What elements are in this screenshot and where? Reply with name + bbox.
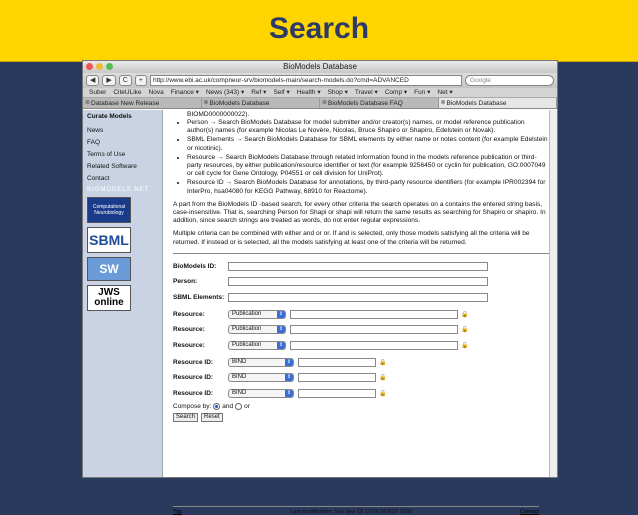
slide-title-bar	[0, 0, 638, 62]
person-row	[173, 276, 549, 287]
help-intro-tail: BIOMD0000000022).	[187, 111, 250, 118]
tab-label: BioModels Database	[446, 100, 507, 107]
jws-logo-line1: JWS	[98, 287, 120, 298]
top-link[interactable]: Top	[173, 509, 182, 515]
sidebar-item-related-software[interactable]: Related Software	[87, 163, 137, 170]
resource-field[interactable]	[290, 310, 458, 319]
resource-select-value: Publication	[232, 326, 262, 333]
resource-label: Resource:	[173, 326, 205, 334]
address-bar[interactable]: http://www.ebi.ac.uk/compneur-srv/biomodels-main/search-models.do?cmd=ADVANCED	[150, 75, 462, 86]
lock-icon: 🔒	[379, 375, 387, 382]
browser-window	[82, 60, 558, 515]
sbml-elements-label: SBML Elements:	[173, 293, 225, 301]
lock-icon: 🔒	[379, 390, 387, 397]
sidebar-item-curate-models[interactable]: Curate Models	[87, 113, 132, 120]
resource-id-label: Resource ID:	[173, 389, 214, 397]
resource-id-field[interactable]	[298, 373, 376, 382]
back-button[interactable]: ◀	[86, 75, 99, 86]
jws-logo-line2: online	[94, 297, 124, 308]
page-content	[83, 110, 557, 515]
chevron-down-icon: ⇕	[278, 326, 284, 333]
tab-biomodels-database[interactable]	[202, 98, 321, 108]
chevron-down-icon: ⇕	[286, 389, 292, 396]
resource-id-row	[173, 372, 549, 383]
resource-id-row	[173, 388, 549, 399]
sidebar	[83, 110, 163, 477]
resource-id-select-value: BIND	[232, 389, 247, 396]
sidebar-item-news[interactable]: News	[87, 127, 104, 134]
resource-field[interactable]	[290, 325, 458, 334]
resource-row	[173, 340, 549, 351]
sbml-elements-row	[173, 292, 549, 303]
bookmark-item[interactable]: CiteULike	[113, 89, 142, 96]
lock-icon: 🔒	[379, 359, 387, 366]
sidebar-item-faq[interactable]: FAQ	[87, 139, 101, 146]
browser-toolbar	[83, 73, 557, 88]
help-item-resource-id: • Resource ID → Search BioModels Database for annotations, by third-party resource identifiers (for example IPR002394 for InterPro, hsa04080 for KEGG Pathway, 68910 for Reactome).	[187, 179, 549, 195]
window-title: BioModels Database	[283, 62, 357, 71]
close-tab-icon[interactable]: ⊗	[440, 100, 446, 106]
and-label: and	[222, 403, 234, 411]
resource-id-label: Resource ID:	[173, 374, 214, 382]
bookmark-item[interactable]: Fun ▾	[414, 89, 431, 96]
help-item-resource: • Resource → Search BioModels Database through related information found in the models reference publication or third-party resources, by either publication/resource identifier or text (for example 9256450 or cyclin for publication, GO:0007049 or cell cycle for Gene Ontology, P04551 or cell division for UniProt).	[187, 154, 549, 179]
sbml-logo[interactable]: SBML	[87, 227, 131, 253]
bookmark-item[interactable]: Shop ▾	[327, 89, 348, 96]
resource-id-field[interactable]	[298, 389, 376, 398]
sidebar-item-contact[interactable]: Contact	[87, 175, 110, 182]
bookmark-item[interactable]: Travel ▾	[354, 89, 378, 96]
chevron-down-icon: ⇕	[286, 358, 292, 365]
resource-select[interactable]	[228, 341, 286, 350]
bookmark-item[interactable]: Ref ▾	[251, 89, 267, 96]
resource-select-value: Publication	[232, 341, 262, 348]
compose-row	[173, 403, 549, 410]
or-radio[interactable]	[235, 403, 242, 410]
resource-id-label: Resource ID:	[173, 358, 214, 366]
bookmarks-bar	[83, 88, 557, 98]
resource-id-select[interactable]	[228, 358, 294, 367]
main-panel	[163, 110, 557, 515]
bookmark-item[interactable]: Suber	[89, 89, 107, 96]
bookmark-item[interactable]: Net ▾	[437, 89, 453, 96]
help-list	[173, 119, 549, 196]
search-button[interactable]: Search	[173, 413, 198, 422]
add-bookmark-button[interactable]: +	[135, 75, 147, 86]
tab-biomodels-database-active[interactable]	[439, 98, 558, 108]
resource-id-select[interactable]	[228, 373, 294, 382]
zoom-window-icon[interactable]	[106, 63, 113, 70]
resource-id-field[interactable]	[298, 358, 376, 367]
close-window-icon[interactable]	[86, 63, 93, 70]
resource-field[interactable]	[290, 341, 458, 350]
help-paragraph-combine: Multiple criteria can be combined with either and or or. If and is selected, only those models satisfying all the criteria will be returned. If instead or is selected, all the models satisfying at least one of the criteria will be returned.	[173, 230, 530, 246]
resource-row	[173, 309, 549, 320]
biomodels-id-field[interactable]	[228, 262, 488, 271]
tab-label: Database New Release	[91, 100, 160, 107]
close-tab-icon[interactable]: ⊗	[322, 100, 328, 106]
compose-label: Compose by:	[173, 403, 212, 411]
page-footer	[173, 506, 539, 515]
resource-label: Resource:	[173, 341, 205, 349]
lock-icon: 🔒	[461, 327, 469, 334]
minimize-window-icon[interactable]	[96, 63, 103, 70]
tab-biomodels-faq[interactable]	[320, 98, 439, 108]
computational-neurobiology-logo[interactable]: Computational Neurobiology	[87, 197, 131, 223]
slide-title: Search	[268, 12, 370, 45]
contact-link[interactable]: Contact	[520, 509, 539, 515]
resource-id-select[interactable]	[228, 389, 294, 398]
help-item-person: • Person → Search BioModels Database for model submitter and/or creator(s) names, or model reference publication author(s) names (for example Nicolas Le Novère, Nicolas, Bruce Shapiro or Shapiro, Edelstein or Novak).	[187, 119, 549, 135]
biomodels-id-row	[173, 261, 549, 272]
bookmark-item[interactable]: Self ▾	[273, 89, 290, 96]
window-controls	[86, 63, 113, 70]
form-buttons	[173, 413, 549, 422]
resource-select-value: Publication	[232, 310, 262, 317]
chevron-down-icon: ⇕	[286, 374, 292, 381]
reset-button[interactable]: Reset	[201, 413, 223, 422]
reload-button[interactable]: C	[119, 75, 132, 86]
vertical-scrollbar[interactable]	[549, 110, 557, 477]
jws-online-logo[interactable]	[87, 285, 131, 311]
bookmark-item[interactable]: Comp ▾	[384, 89, 408, 96]
form-separator	[173, 253, 549, 254]
lock-icon: 🔒	[461, 311, 469, 318]
systems-biology-workbench-logo[interactable]: SW	[87, 257, 131, 281]
resource-id-select-value: BIND	[232, 374, 247, 381]
biomodels-id-label: BioModels ID:	[173, 262, 217, 270]
chevron-down-icon: ⇕	[278, 341, 284, 348]
bookmark-item[interactable]: Nova	[148, 89, 164, 96]
resource-label: Resource:	[173, 310, 205, 318]
person-field[interactable]	[228, 277, 488, 286]
sidebar-item-terms[interactable]: Terms of Use	[87, 151, 126, 158]
tab-label: BioModels Database	[209, 100, 270, 107]
tab-label: BioModels Database FAQ	[328, 100, 403, 107]
and-radio[interactable]	[213, 403, 220, 410]
help-paragraph-search: A part from the BioModels ID -based search, for every other criteria the search operates on a contains the entered string basis, case-insensitive. That is, searching Person for Shapi or shapi will return the same results as searching for Shapiro or shapiro. In addition, since search strings are treated as words, do not enter regular expressions.	[173, 200, 546, 225]
biomodels-net-label: BIOMODELS.NET	[87, 187, 150, 193]
bookmark-item[interactable]: Finance ▾	[170, 89, 199, 96]
or-label: or	[244, 403, 250, 411]
bookmark-item[interactable]: Health ▾	[296, 89, 321, 96]
tab-database-new-release[interactable]	[83, 98, 202, 108]
resource-id-row	[173, 357, 549, 368]
tab-bar	[83, 98, 557, 109]
last-modified-text: Last modification: Sun Sep 18 17:09:04 BST 2005	[290, 509, 412, 515]
search-input[interactable]: Google	[465, 75, 554, 86]
window-titlebar	[83, 61, 557, 73]
bookmark-item[interactable]: News (343) ▾	[205, 89, 245, 96]
resource-id-select-value: BIND	[232, 358, 247, 365]
person-label: Person:	[173, 278, 198, 286]
chevron-down-icon: ⇕	[278, 310, 284, 317]
sbml-elements-field[interactable]	[228, 293, 488, 302]
resource-row	[173, 324, 549, 335]
resource-select[interactable]	[228, 325, 286, 334]
help-item-sbml: • SBML Elements → Search BioModels Database for SBML elements by either name or notes content (for example Edelstein or nicotinic).	[187, 136, 549, 152]
resource-select[interactable]	[228, 310, 286, 319]
forward-button[interactable]: ▶	[102, 75, 115, 86]
close-tab-icon[interactable]: ⊗	[85, 100, 91, 106]
close-tab-icon[interactable]: ⊗	[203, 100, 209, 106]
lock-icon: 🔒	[461, 342, 469, 349]
